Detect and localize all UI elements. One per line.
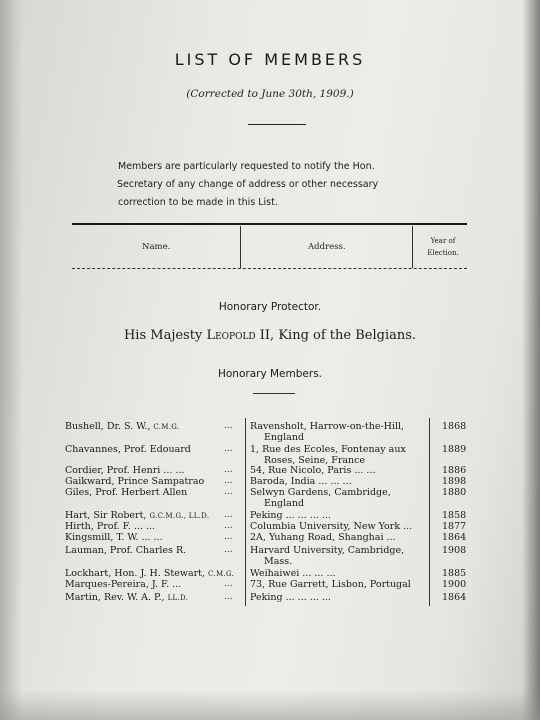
leader-dots: ... — [224, 545, 233, 555]
member-name — [65, 579, 181, 590]
column-header-address: Address. — [308, 242, 346, 252]
member-name-text: Lauman, Prof. Charles R. — [65, 545, 187, 556]
member-name — [65, 465, 184, 476]
member-address — [250, 545, 404, 567]
member-address-line: 54, Rue Nicolo, Paris ... ... — [250, 465, 376, 476]
member-address — [250, 592, 331, 603]
leader-dots: ... — [224, 592, 233, 602]
member-name — [65, 487, 187, 498]
list-column-divider — [429, 418, 430, 606]
member-election-year: 1886 — [442, 465, 467, 476]
member-address — [250, 521, 412, 532]
member-address-continuation: Roses, Seine, France — [264, 455, 366, 466]
member-address — [250, 465, 375, 476]
member-address — [250, 568, 336, 579]
member-address — [250, 532, 396, 543]
member-address-line: Baroda, India ... ... ... — [250, 476, 352, 487]
notice-line: Secretary of any change of address or other necessary — [117, 179, 379, 190]
member-address-line: 1, Rue des Ecoles, Fontenay aux — [250, 444, 406, 455]
member-address — [250, 476, 352, 487]
list-column-divider — [245, 418, 246, 606]
member-election-year: 1877 — [442, 521, 467, 532]
member-address-line: Columbia University, New York ... — [250, 521, 413, 532]
member-honors: LL.D. — [167, 594, 189, 602]
member-address-line: Peking ... ... ... ... — [250, 510, 331, 521]
header-column-divider — [412, 226, 413, 268]
page-shadow-right — [522, 0, 540, 720]
member-address-line: Peking ... ... ... ... — [250, 592, 331, 603]
member-name-text: Bushell, Dr. S. W., — [65, 421, 154, 432]
page-subtitle: (Corrected to June 30th, 1909.) — [186, 88, 354, 100]
leader-dots: ... — [224, 476, 233, 486]
leader-dots: ... — [224, 465, 233, 475]
member-address — [250, 579, 411, 590]
protector-text: II, King of the Belgians. — [255, 328, 417, 343]
leader-dots: ... — [224, 444, 233, 454]
table-header-bottom-rule — [72, 268, 467, 269]
leader-dots: ... — [224, 521, 233, 531]
column-header-year-line: Year of — [430, 237, 456, 245]
member-address — [250, 421, 404, 443]
member-address — [250, 444, 406, 466]
member-name — [65, 521, 155, 532]
page-shadow-left — [0, 0, 22, 720]
member-name — [65, 444, 191, 455]
member-name-text: Hirth, Prof. F. ... ... — [65, 521, 155, 532]
member-name — [65, 592, 188, 603]
leader-dots: ... — [224, 532, 233, 542]
member-election-year: 1864 — [442, 592, 467, 603]
member-address — [250, 487, 391, 509]
title-divider — [248, 124, 306, 125]
member-honors: G.C.M.G., LL.D. — [149, 512, 210, 520]
header-column-divider — [240, 226, 241, 268]
column-header-year — [418, 235, 468, 259]
notice-line: correction to be made in this List. — [118, 197, 278, 208]
member-election-year: 1868 — [442, 421, 467, 432]
member-name-text: Hart, Sir Robert, — [65, 510, 150, 521]
section-heading-honorary-members: Honorary Members. — [217, 368, 322, 380]
honorary-protector-entry — [0, 328, 540, 343]
leader-dots: ... — [224, 510, 233, 520]
member-address — [250, 510, 331, 521]
member-address-line: 2A, Yuhang Road, Shanghai ... — [250, 532, 396, 543]
member-name-text: Gaikward, Prince Sampatrao — [65, 476, 205, 487]
member-name-text: Martin, Rev. W. A. P., — [65, 592, 168, 603]
member-name-text: Chavannes, Prof. Edouard — [65, 444, 191, 455]
section-heading-honorary-protector: Honorary Protector. — [218, 301, 322, 313]
member-name — [65, 476, 204, 487]
member-address-line: Harvard University, Cambridge, — [250, 545, 405, 556]
leader-dots: ... — [224, 487, 233, 497]
member-election-year: 1908 — [442, 545, 467, 556]
member-name — [65, 532, 163, 543]
member-address-line: 73, Rue Garrett, Lisbon, Portugal — [250, 579, 411, 590]
member-election-year: 1900 — [442, 579, 467, 590]
leader-dots: ... — [224, 579, 233, 589]
member-address-line: Weihaiwei ... ... ... — [250, 568, 336, 579]
protector-text: His Majesty — [123, 328, 207, 343]
member-honors: C.M.G. — [153, 423, 180, 431]
member-election-year: 1889 — [442, 444, 467, 455]
column-header-year-line: Election. — [427, 249, 459, 257]
member-election-year: 1880 — [442, 487, 467, 498]
member-address-line: Ravensholt, Harrow-on-the-Hill, — [250, 421, 405, 432]
member-name — [65, 568, 234, 579]
member-name-text: Giles, Prof. Herbert Allen — [65, 487, 188, 498]
member-address-line: Selwyn Gardens, Cambridge, — [250, 487, 391, 498]
section-divider — [253, 393, 295, 394]
table-header-top-rule — [72, 223, 467, 225]
member-honors: C.M.G. — [208, 570, 235, 578]
member-name-text: Kingsmill, T. W. ... ... — [65, 532, 163, 543]
member-address-continuation: England — [264, 432, 305, 443]
member-name-text: Marques-Pereira, J. F. ... — [65, 579, 182, 590]
member-name — [65, 421, 179, 432]
page-shadow-bottom — [0, 690, 540, 720]
protector-name: Leopold — [206, 328, 256, 343]
notice-paragraph — [118, 158, 458, 212]
member-election-year: 1885 — [442, 568, 467, 579]
member-name-text: Lockhart, Hon. J. H. Stewart, — [65, 568, 209, 579]
notice-line: Members are particularly requested to notify the Hon. — [118, 161, 375, 172]
leader-dots: ... — [224, 421, 233, 431]
member-election-year: 1858 — [442, 510, 467, 521]
page-title: LIST OF MEMBERS — [174, 50, 366, 69]
member-address-continuation: Mass. — [264, 556, 293, 567]
member-address-continuation: England — [264, 498, 305, 509]
member-election-year: 1864 — [442, 532, 467, 543]
member-election-year: 1898 — [442, 476, 467, 487]
member-name-text: Cordier, Prof. Henri ... ... — [65, 465, 185, 476]
member-name — [65, 510, 209, 521]
column-header-name: Name. — [142, 242, 171, 252]
member-name — [65, 545, 186, 556]
